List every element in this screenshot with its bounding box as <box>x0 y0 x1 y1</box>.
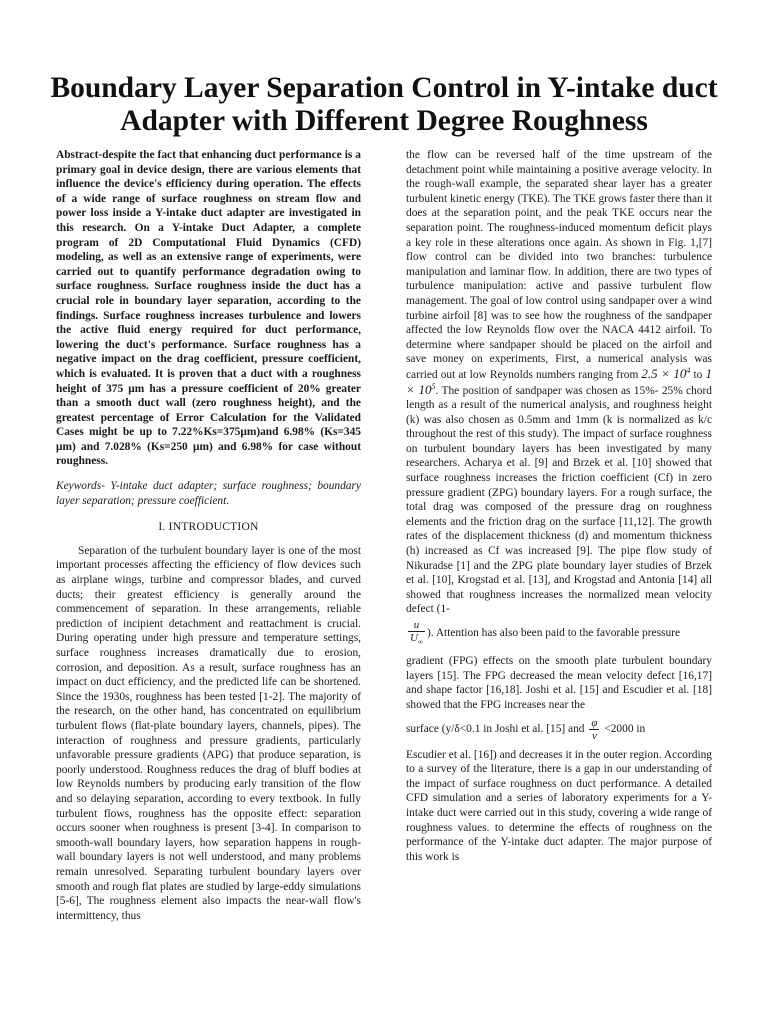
abstract: Abstract-despite the fact that enhancing duct performance is a primary goal in device design, there are various elements that influence the device's efficiency during operation. The effects of a wide range of surface roughness on stream flow and power loss inside a Y-intake duct adapter are investigated in this research. On a Y-intake Duct Adapter, a complete program of 2D Computational Fluid Dynamics (CFD) modeling, as well as an extensive range of experiments, were carried out to quantify performance degradation owing to surface roughness. Surface roughness inside the duct has a crucial role in boundary layer separation, according to the findings. Surface roughness increases turbulence and lowers the active fluid energy required for duct performance, lowering the duct's performance. Surface roughness has a negative impact on the drag coefficient, pressure coefficient, which is evaluated. It is proven that a duct with a roughness height of 375 μm has a pressure coefficient of 20% greater than a smooth duct wall (zero roughness height), and the greatest percentage of Error Calculation for the Validated Cases might be up to 7.22%Ks=375μm)and 6.98% (Ks=345 μm) and 7.028% (Ks=250 μm) and 6.98% for case without roughness. <box>56 149 361 468</box>
reynolds-high-base: 1 × 10 <box>406 365 712 397</box>
reynolds-low-base: 2.5 × 10 <box>641 365 687 381</box>
right-text-2: The position of sandpaper was chosen as 15%- 25% chord length as a result of the numerical analysis, and roughness height (k) was also chosen as 0.5mm and 1mm (k is normalized as k/c throughout the rest of this study). The impact of surface roughness on turbulent boundary layers has been investigated by many researchers. Acharya et al. [9] and Brzek et al. [10] showed that surface roughness increases the friction coefficient (Cf) in zero pressure gradient (ZPG) boundary layers. For a rough surface, the total drag was composed of the pressure drag on roughness elements and the friction drag on the surface [11,12]. The growth rates of the displacement thickness (d) and momentum thickness (h) increased as Cf was increased [9]. The pipe flow study of Nikuradse [1] and the ZPG plate boundary layer studies of Brzek et al. [10], Krogstad et al. [13], and Krogstad and Antonia [14] all showed that roughness increases the normalized mean velocity defect (1- <box>406 384 712 616</box>
reynolds-low-exp: 4 <box>686 365 691 375</box>
right-paragraph-1 <box>406 148 712 617</box>
introduction-paragraph: Separation of the turbulent boundary layer is one of the most important processes affecting the efficiency of flow devices such as airplane wings, turbine and compressor blades, and curved ducts; their greatest efficiency is generally around the commencement of separation. In these arrangements, reliable prediction of incipient detachment and reattachment is crucial. During operating under high pressure and temperature settings, surface roughness increases dramatically due to erosion, corrosion, and deposition. As a result, surface roughness has an impact on duct efficiency, and the predicted life can be shortened. Since the 1930s, roughness has been tested [1-2]. The majority of the research, on the other hand, has concentrated on equilibrium turbulent flows (flat-plate boundary layers, channels, pipes). The interaction of roughness and pressure gradients, particularly unfavorable pressure gradients (APG) that produce separation, is poorly understood. Roughness reduces the drag of bluff bodies at low Reynolds numbers by producing early transition of the flow and so delaying separation, according to every textbook. In fully turbulent flows, roughness has the opposite effect: separation occurs sooner when roughness is present [3-4]. In comparison to smooth-wall boundary layers, how separation happens in rough-wall boundary layers is not well understood, and many problems remain unresolved. Separating turbulent boundary layers over smooth and rough flat plates are studied by large-eddy simulations [5-6], The roughness element also impacts the near-wall flow's intermittency, thus <box>56 544 361 922</box>
fraction-u-denominator-base: U <box>410 632 418 644</box>
velocity-ratio-fraction <box>408 619 425 648</box>
fraction-u-denominator <box>408 632 425 648</box>
fraction-nu-denominator: ν <box>591 729 597 742</box>
right-text-1: the flow can be reversed half of the time upstream of the detachment point while maintaining a positive average velocity. In the rough-wall example, the separated shear layer has a greater turbulent kinetic energy (TKE). The TKE grows faster there than it does at the separation point, and the peak TKE occurs near the separation point. The roughness-induced momentum deficit plays a key role in these alterations once again. As shown in Fig. 1,[7] flow control can be divided into two branches: turbulence manipulation and laminar flow. In addition, there are two types of turbulence manipulation: active and passive turbulent flow management. The goal of low control using sandpaper over a wind turbine airfoil [8] was to see how the roughness of the sandpaper affected the low Reynolds flow over the NACA 4412 airfoil. To determine where sandpaper should be placed on the airfoil and save money on experiments, First, a numerical analysis was carried out at <box>406 149 712 381</box>
reynolds-end: . <box>435 384 439 397</box>
fraction-u-numerator: u <box>408 619 425 632</box>
right-paragraph-5: Escudier et al. [16]) and decreases it in the outer region. According to a survey of the literature, there is a gap in our understanding of the impact of surface roughness on duct performance. A detailed CFD simulation and a series of laboratory experiments for a Y-intake duct were carried out in this study, covering a wide range of roughness values. to determine the effects of roughness on the performance of the Y-intake duct adapter. The major purpose of this work is <box>406 748 712 863</box>
right-paragraph-2 <box>406 619 712 648</box>
right-text-4b: <2000 in <box>604 722 646 735</box>
right-text-4a: surface (y/δ<0.1 in Joshi et al. [15] and <box>406 722 585 735</box>
paper-title: Boundary Layer Separation Control in Y-intake duct Adapter with Different Degree Roughness <box>50 72 718 137</box>
reynolds-low <box>641 366 690 381</box>
right-paragraph-4 <box>406 717 712 742</box>
section-heading-introduction: I. INTRODUCTION <box>158 520 259 534</box>
right-paragraph-3: gradient (FPG) effects on the smooth plate turbulent boundary layers [15]. The FPG decreased the mean velocity defect [16,17] and shape factor [16,18]. Joshi et al. [15] and Escudier et al. [18] showed that the FPG increases near the <box>406 655 712 711</box>
fraction-u-denominator-sub: ∞ <box>417 638 423 647</box>
phi-nu-fraction <box>589 717 599 742</box>
reynolds-prefix: low Reynolds numbers ranging from <box>469 368 639 381</box>
fraction-phi-numerator: φ <box>591 716 598 729</box>
keywords: Keywords- Y-intake duct adapter; surface roughness; boundary layer separation; pressure coefficient. <box>56 480 361 507</box>
reynolds-high-exp: 5 <box>431 381 436 391</box>
reynolds-and: to <box>693 368 703 381</box>
left-column <box>56 148 361 923</box>
right-column <box>406 148 712 864</box>
right-text-3-start: ). Attention has also been paid to the favorable pressure <box>426 627 680 640</box>
